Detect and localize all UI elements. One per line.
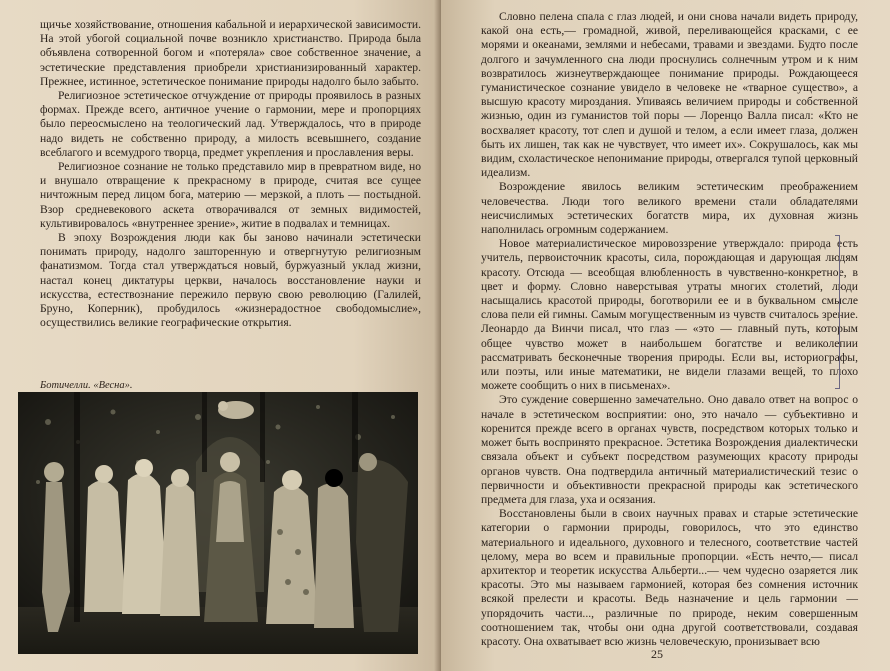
right-paragraph-1: Словно пелена спала с глаз людей, и они снова начали видеть природу, какой она есть,— громадной, живой, переливающейся красками, с ее морями и океанами, землями и небесами, травами и звездами. Будто после долгого и зачумленного сна люди проснулись солнечным утром и к ним возвратилось жизнеутверждающее понимание природы. Рождающееся гуманистическое сознание увидело в человеке не «тварное существо», а высшую красоту мироздания. Упиваясь величием природы и собственной жизнью, один из гуманистов той поры — Лоренцо Валла писал: «Кто не восхваляет красоту, тот слеп и душой и телом, а если имеет глаза, должен быть их лишен, так как не чувствует, что имеет их». Сокрушалось, как мы видим, схоластическое непонимание природы, отвергался тупой церковный идеализм. (481, 10, 858, 180)
right-paragraph-4: Это суждение совершенно замечательно. Оно давало ответ на вопрос о начале в эстетическом восприятии: оно, это начало — субъективно и коренится прежде всего в органах чувств, посредством которых только и может быть воспринято прекрасное. Эстетика Возрождения диалектически связала объект и субъект посредством разумеющих красоту природы органов чувств. Она подтвердила античный материалистический тезис о первичности и объективности прекрасной природы как эстетического предмета для глаза, уха и осязания. (481, 393, 858, 506)
illustration-caption: Ботичелли. «Весна». (40, 380, 133, 391)
left-paragraph-3: Религиозное сознание не только представило мир в превратном виде, но и внушало отвращение к прекрасному в природе, считая все сущее ничтожным перед лицом бога, материю — мерзкой, а плоть — постыдной. Взор средневекового аскета отворачивался от земных видимостей, культивировалось «внутреннее зрение», житие в подвалах и темницах. (40, 160, 421, 230)
left-paragraph-2: Религиозное эстетическое отчуждение от природы проявилось в разных формах. Прежде всего, античное учение о гармонии, мере и пропорциях было переосмыслено на теологический лад. Утверждалось, что в природе надо видеть не собственно природу, а милость всевышнего, создание всеблагого и всемудрого творца, предмет укрепления и прославления веры. (40, 89, 421, 159)
right-paragraph-5: Восстановлены были в своих научных правах и старые эстетические категории о гармонии природы, говорилось, что это единство материального и идеального, духовного и телесного, соответствие частей целому, мера во всем и правильные пропорции. «Есть нечто,— писал архитектор и теоретик искусства Альберти...— чем чудесно озаряется лик красоты. Это мы называем гармонией, которая без сомнения источник всякой прелести и красоты. Ведь назначение и цель гармонии — упорядочить части..., различные по природе, неким совершенным соотношением так, чтобы они одна другой соответствовали, создавая красоту. Она охватывает всю жизнь человеческую, пронизывает всю (481, 507, 858, 648)
page-number: 25 (651, 647, 663, 661)
left-paragraph-4: В эпоху Возрождения люди как бы заново начинали эстетически понимать природу, надолго зашторенную и отвергнутую религиозным фанатизмом. Тогда стал утверждаться новый, буржуазный уклад жизни, настал конец диктатуры церкви, началось восстановление науки и искусства, естествознание пережило первую свою революцию (Галилей, Бруно, Коперник), пробудилось «жизнерадостное свободомыслие», осуществились великие географические открытия. (40, 231, 421, 330)
right-paragraph-2: Возрождение явилось великим эстетическим преображением человечества. Люди того великого времени стали обладателями неисчислимых эстетических богатств мира, их духовная жизнь наполнилась огромным содержанием. (481, 180, 858, 237)
botticelli-primavera-illustration (18, 392, 418, 654)
right-paragraph-3: Новое материалистическое мировоззрение утверждало: природа есть учитель, первоисточник красоты, сила, порождающая и дарующая людям красоту. Отсюда — всеобщая влюбленность в чувственно-конкретное, в цвет и форму. Словно наверстывая утраты многих столетий, люди насыщались красотой природы, боготворили ее и в буквальном смысле слова пели ей гимны. Самым могущественным из чувств считалось зрение. Леонардо да Винчи писал, что глаз — «это — главный путь, которым общее чувство может в наибольшем богатстве и великолепии рассматривать бесконечные творения природы. Если вы, историографы, или поэты, или иные математики, не видели глазами вещей, то плохо можете сообщить о них в письменах». (481, 237, 858, 393)
margin-pencil-bracket (835, 235, 840, 389)
right-page (441, 0, 890, 671)
painting-image (18, 392, 418, 654)
left-paragraph-1: щичье хозяйствование, отношения кабальной и иерархической зависимости. На этой убогой социальной почве возникло христианство. Природа была объявлена сотворенной богом и «потеряла» свое собственное значение, а эстетические представления приобрели христианизированный характер. Прежнее, истинное, эстетическое понимание природы надолго было забыто. (40, 18, 421, 88)
